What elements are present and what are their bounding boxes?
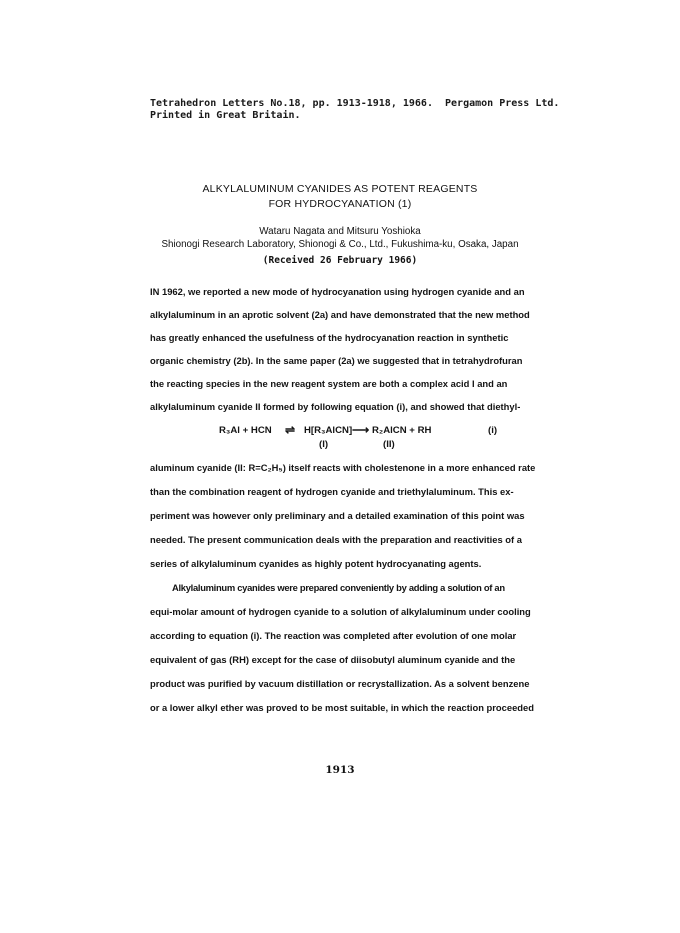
journal-citation-line: Tetrahedron Letters No.18, pp. 1913-1918, 1966. Pergamon Press Ltd. — [150, 98, 560, 109]
journal-citation-line: Printed in Great Britain. — [150, 110, 301, 121]
reaction-arrow-icon: ⟶ — [352, 423, 370, 437]
received-date: (Received 26 February 1966) — [262, 255, 418, 266]
body-text-line: product was purified by vacuum distillation or recrystallization. As a solvent benzene — [150, 678, 530, 689]
body-text-line: has greatly enhanced the usefulness of the hydrocyanation reaction in synthetic — [150, 332, 509, 343]
body-text-line: alkylaluminum cyanide II formed by following equation (i), and showed that diethyl- — [150, 401, 521, 412]
body-text-line: the reacting species in the new reagent system are both a complex acid I and an — [150, 378, 508, 389]
body-text-line: needed. The present communication deals with the preparation and reactivities of a — [150, 534, 522, 545]
body-text-line: or a lower alkyl ether was proved to be most suitable, in which the reaction proceeded — [150, 702, 534, 713]
body-text-line: aluminum cyanide (II: R=C₂H₅) itself reacts with cholestenone in a more enhanced rate — [150, 462, 536, 473]
equation-products: R₂AlCN + RH — [372, 425, 432, 436]
equation-complex-acid: H[R₃AlCN] — [304, 425, 353, 436]
equation-label-I: (I) — [319, 439, 329, 450]
article-title-line-1: ALKYLALUMINUM CYANIDES AS POTENT REAGENTS — [202, 183, 478, 195]
body-text-line: series of alkylaluminum cyanides as highly potent hydrocyanating agents. — [150, 558, 482, 569]
body-text-line: alkylaluminum in an aprotic solvent (2a) and have demonstrated that the new method — [150, 309, 530, 320]
body-text-line: IN 1962, we reported a new mode of hydrocyanation using hydrogen cyanide and an — [150, 286, 525, 297]
body-text-line: Alkylaluminum cyanides were prepared conveniently by adding a solution of an — [172, 582, 505, 593]
equation-reactants: R₃Al + HCN — [219, 425, 272, 436]
body-text-line: equi-molar amount of hydrogen cyanide to a solution of alkylaluminum under cooling — [150, 606, 531, 617]
equation-label-II: (II) — [383, 439, 395, 450]
article-title-line-2: FOR HYDROCYANATION (1) — [268, 198, 412, 210]
journal-citation — [150, 98, 559, 122]
body-text-line: according to equation (i). The reaction was completed after evolution of one molar — [150, 630, 517, 641]
author-affiliation: Shionogi Research Laboratory, Shionogi & Co., Ltd., Fukushima-ku, Osaka, Japan — [161, 239, 519, 250]
page-number: 1913 — [325, 764, 355, 776]
equation-number: (i) — [488, 425, 498, 436]
author-names: Wataru Nagata and Mitsuru Yoshioka — [259, 226, 421, 237]
equilibrium-arrow-icon: ⇌ — [285, 423, 296, 437]
body-text-line: equivalent of gas (RH) except for the case of diisobutyl aluminum cyanide and the — [150, 654, 516, 665]
body-text-line: than the combination reagent of hydrogen cyanide and triethylaluminum. This ex- — [150, 486, 514, 497]
body-text-line: organic chemistry (2b). In the same paper (2a) we suggested that in tetrahydrofuran — [150, 355, 523, 366]
body-text-line: periment was however only preliminary and a detailed examination of this point was — [150, 510, 525, 521]
